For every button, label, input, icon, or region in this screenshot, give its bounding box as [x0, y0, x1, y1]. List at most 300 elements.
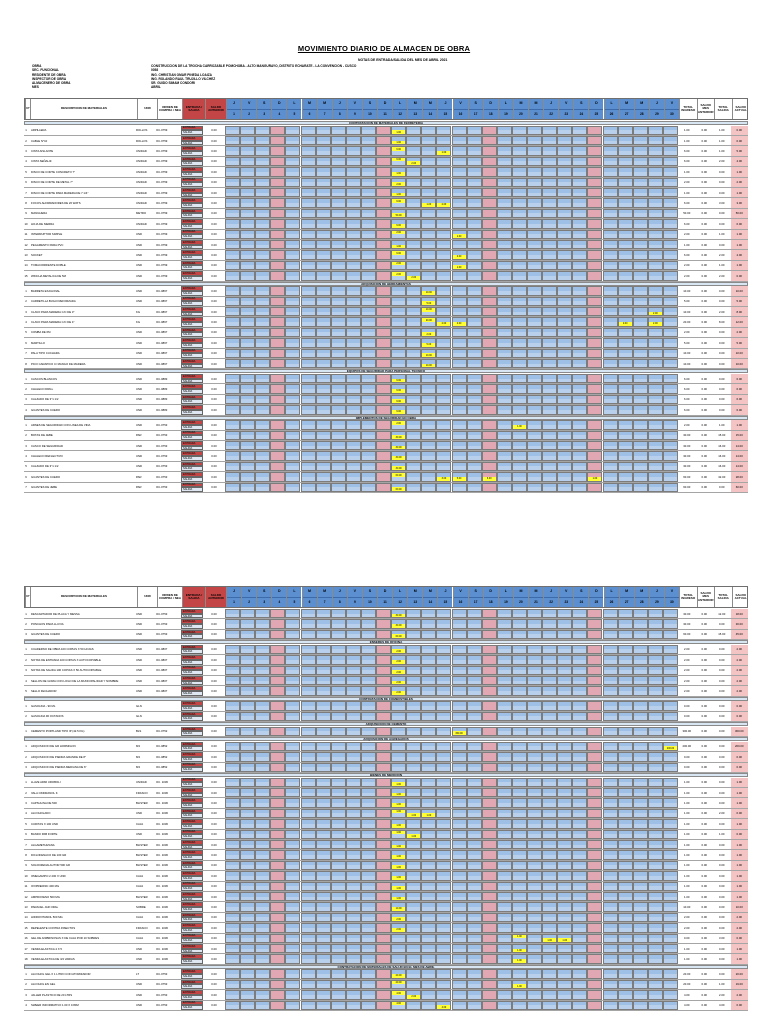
day-exit: [317, 379, 330, 383]
day-exit: [286, 172, 299, 176]
day-cell: [436, 405, 451, 414]
day-exit: [332, 681, 345, 685]
row-order: OC-0753: [156, 632, 168, 637]
day-cell: [346, 441, 361, 450]
day-cell: [557, 701, 572, 710]
day-exit: [241, 681, 254, 685]
day-exit: [498, 660, 511, 664]
day-exit: [588, 203, 601, 207]
day-cell: [648, 286, 663, 295]
day-exit: [483, 691, 496, 695]
row-number: 13: [24, 253, 28, 258]
day-exit: [422, 466, 435, 470]
row-description: PONCHOS PARA LLUVIA: [31, 622, 64, 627]
day-cell: [512, 431, 527, 440]
row-order: OC-0883: [156, 397, 168, 402]
day-exit: [604, 649, 617, 653]
day-cell: [406, 645, 421, 654]
row-order: [156, 701, 180, 710]
day-exit: [528, 681, 541, 685]
day-cell: [225, 655, 240, 664]
table-row: [24, 209, 748, 219]
day-cell: [587, 655, 602, 664]
row-prev-balance: 0.00: [211, 330, 217, 335]
day-cell: [331, 219, 346, 228]
day-cell: [603, 250, 618, 259]
day-cell: [240, 178, 255, 187]
day-cell: [527, 136, 542, 145]
day-exit: [498, 691, 511, 695]
row-unit: M3: [136, 744, 140, 749]
header-day-number: 7: [323, 111, 326, 116]
row-total-out: 0.00: [719, 647, 725, 652]
header-day-letter: S: [469, 99, 483, 110]
row-order: OC-0753: [156, 474, 168, 479]
row-number: 4: [25, 320, 27, 325]
day-exit: [573, 312, 586, 316]
day-exit: [619, 265, 632, 269]
day-exit: [317, 182, 330, 186]
day-exit: [483, 446, 496, 450]
day-exit: [407, 634, 420, 638]
day-exit: [453, 141, 466, 145]
row-description: CALZADO DE 3"1 1/2: [31, 464, 59, 469]
day-exit: [362, 332, 375, 336]
row-unit: ROLLOS: [136, 138, 148, 143]
day-cell: [452, 328, 467, 337]
day-value: 1.00: [392, 141, 405, 145]
day-exit: [332, 301, 345, 305]
day-exit: [573, 649, 586, 653]
day-exit: [377, 234, 390, 238]
day-cell: [557, 349, 572, 358]
day-cell: [482, 645, 497, 654]
day-cell: [557, 286, 572, 295]
day-cell: [633, 384, 648, 393]
day-cell: [587, 261, 602, 270]
row-order: OC-0867: [156, 330, 168, 335]
day-exit: [588, 731, 601, 735]
day-exit: [377, 224, 390, 228]
day-exit: [453, 276, 466, 280]
day-exit: [302, 151, 315, 155]
day-exit: [226, 312, 239, 316]
table-row: [24, 384, 748, 394]
day-cell: [436, 441, 451, 450]
day-exit: [498, 224, 511, 228]
day-cell: [648, 146, 663, 155]
day-exit: [226, 364, 239, 368]
row-unit: UND: [136, 376, 143, 381]
day-exit: [588, 435, 601, 439]
day-cell: [557, 431, 572, 440]
day-cell: [301, 286, 316, 295]
row-unit: UND: [136, 668, 143, 673]
day-exit: [604, 141, 617, 145]
day-cell: [512, 230, 527, 239]
day-cell: [663, 136, 678, 145]
day-exit: [498, 161, 511, 165]
day-cell: [512, 472, 527, 481]
day-cell: [482, 219, 497, 228]
day-cell: [663, 167, 678, 176]
day-cell: [467, 472, 482, 481]
day-exit: [302, 245, 315, 249]
day-cell: [270, 317, 285, 326]
exit-label: SALIDA: [181, 425, 203, 430]
entry-label: ENTRADA: [181, 676, 203, 681]
day-cell: [618, 136, 633, 145]
row-current-balance: 1.00: [731, 240, 749, 249]
day-exit: [664, 312, 677, 316]
header-day: [558, 587, 573, 607]
day-cell: [527, 483, 542, 492]
row-order: OC-0759: [156, 221, 168, 226]
day-value: 2.00: [392, 660, 405, 664]
day-cell: [663, 374, 678, 383]
day-exit: [362, 353, 375, 357]
day-cell: [603, 666, 618, 675]
day-value: 2.00: [392, 670, 405, 674]
day-cell: [497, 240, 512, 249]
day-cell: [346, 431, 361, 440]
day-exit: [558, 389, 571, 393]
day-cell: [527, 240, 542, 249]
day-cell: [482, 157, 497, 166]
day-exit: [483, 151, 496, 155]
day-cell: [225, 126, 240, 135]
day-cell: [603, 338, 618, 347]
day-exit: [347, 691, 360, 695]
day-exit: [302, 614, 315, 618]
day-cell: [572, 395, 587, 404]
exit-label: SALIDA: [181, 634, 203, 639]
day-cell: [482, 712, 497, 721]
day-cell: [240, 374, 255, 383]
day-cell: [572, 431, 587, 440]
day-exit: [286, 614, 299, 618]
day-exit: [483, 161, 496, 165]
row-unit: UND: [136, 397, 143, 402]
day-exit: [664, 234, 677, 238]
row-unit: UND: [136, 351, 143, 356]
day-cell: [618, 126, 633, 135]
day-cell: [421, 146, 436, 155]
day-cell: [331, 701, 346, 710]
day-exit: [604, 312, 617, 316]
day-exit: [453, 691, 466, 695]
day-cell: [361, 405, 376, 414]
day-exit: [468, 343, 481, 347]
day-exit: [437, 301, 450, 305]
day-cell: [542, 198, 557, 207]
day-cell: [316, 701, 331, 710]
day-exit: [256, 660, 269, 664]
day-cell: [436, 136, 451, 145]
day-cell: [452, 157, 467, 166]
day-grid: [225, 676, 678, 685]
day-exit: [573, 456, 586, 460]
day-exit: [347, 224, 360, 228]
day-cell: [270, 384, 285, 393]
day-cell: [663, 384, 678, 393]
day-exit: [588, 234, 601, 238]
row-current-balance: 2.00: [731, 666, 749, 675]
day-exit: [483, 466, 496, 470]
day-exit: [286, 332, 299, 336]
day-exit: [286, 193, 299, 197]
day-exit: [392, 332, 405, 336]
day-value: 1.00: [392, 193, 405, 197]
day-exit: [422, 234, 435, 238]
day-cell: [633, 609, 648, 618]
day-exit: [422, 245, 435, 249]
table-row: [24, 686, 748, 696]
day-exit: [664, 446, 677, 450]
day-cell: [270, 219, 285, 228]
day-exit: [226, 234, 239, 238]
day-cell: [406, 462, 421, 471]
day-exit: [241, 731, 254, 735]
row-number: 5: [25, 464, 27, 469]
day-cell: [542, 307, 557, 316]
day-exit: [362, 141, 375, 145]
day-cell: [452, 250, 467, 259]
day-exit: [392, 301, 405, 305]
day-exit: [528, 322, 541, 326]
day-cell: [255, 701, 270, 710]
day-exit: [573, 291, 586, 295]
day-cell: [587, 666, 602, 675]
header-day-number: 27: [624, 599, 629, 604]
day-cell: [603, 686, 618, 695]
row-unit: UNIDAD: [136, 190, 147, 195]
day-exit: [528, 343, 541, 347]
day-cell: [497, 686, 512, 695]
day-cell: [285, 609, 300, 618]
day-exit: [543, 265, 556, 269]
day-cell: [572, 483, 587, 492]
day-exit: [437, 399, 450, 403]
day-exit: [543, 477, 556, 481]
day-exit: [437, 456, 450, 460]
day-cell: [527, 701, 542, 710]
row-order: OC-0752: [156, 729, 168, 734]
day-exit: [286, 291, 299, 295]
header-day: [256, 587, 271, 607]
day-exit: [302, 425, 315, 429]
day-cell: [436, 328, 451, 337]
row-current-balance: 0.00: [731, 271, 749, 280]
header-day-number: 10: [368, 111, 372, 116]
day-exit: [573, 130, 586, 134]
day-cell: [467, 338, 482, 347]
exit-label: SALIDA: [181, 614, 203, 619]
day-cell: [225, 676, 240, 685]
day-exit: [498, 379, 511, 383]
header-day-number: 5: [293, 599, 296, 604]
day-value: 2.00: [649, 312, 662, 316]
day-cell: [301, 167, 316, 176]
day-exit: [664, 151, 677, 155]
day-exit: [286, 716, 299, 720]
day-cell: [497, 384, 512, 393]
row-prev-balance: 0.00: [211, 474, 217, 479]
day-cell: [603, 712, 618, 721]
row-total-out: 2.00: [719, 309, 725, 314]
exit-label: SALIDA: [181, 706, 203, 711]
day-exit: [453, 213, 466, 217]
day-cell: [467, 701, 482, 710]
day-cell: [603, 676, 618, 685]
day-exit: [437, 716, 450, 720]
row-current-balance: 5.00: [731, 338, 749, 347]
day-cell: [603, 307, 618, 316]
header-day-number: 27: [624, 111, 629, 116]
header-total-salida: TOTAL SALIDA: [714, 587, 732, 607]
table-row: [24, 666, 748, 676]
day-cell: [452, 609, 467, 618]
day-cell: [527, 146, 542, 155]
day-cell: [452, 286, 467, 295]
row-total-in: 30.00: [683, 433, 691, 438]
day-cell: [406, 338, 421, 347]
header-day-letter: L: [499, 99, 513, 110]
header-day: [271, 99, 286, 119]
day-cell: [618, 157, 633, 166]
day-cell: [542, 209, 557, 218]
row-order: OC-0753: [156, 422, 168, 427]
header-day-letter: J: [333, 587, 347, 598]
day-exit: [453, 161, 466, 165]
day-exit: [347, 332, 360, 336]
day-cell: [406, 146, 421, 155]
day-exit: [528, 245, 541, 249]
day-cell: [603, 157, 618, 166]
day-exit: [558, 141, 571, 145]
day-cell: [527, 286, 542, 295]
header-day-letter: V: [348, 99, 362, 110]
day-exit: [498, 141, 511, 145]
day-exit: [604, 193, 617, 197]
day-exit: [302, 731, 315, 735]
day-exit: [437, 435, 450, 439]
day-cell: [648, 261, 663, 270]
day-cell: [482, 686, 497, 695]
day-cell: [240, 462, 255, 471]
day-exit: [483, 731, 496, 735]
day-cell: [436, 395, 451, 404]
day-cell: [663, 462, 678, 471]
day-cell: [376, 630, 391, 639]
day-exit: [437, 343, 450, 347]
day-exit: [588, 716, 601, 720]
row-prev-balance: 0.00: [211, 232, 217, 237]
day-exit: [513, 634, 526, 638]
day-cell: [346, 167, 361, 176]
header-day-number: 1: [233, 599, 235, 604]
day-cell: [527, 451, 542, 460]
day-exit: [256, 353, 269, 357]
exit-label: SALIDA: [181, 193, 203, 198]
day-exit: [558, 649, 571, 653]
day-exit: [241, 634, 254, 638]
header-day-letter: S: [469, 587, 483, 598]
day-exit: [588, 446, 601, 450]
day-cell: [285, 230, 300, 239]
header-day-number: 8: [338, 111, 341, 116]
day-exit: [332, 234, 345, 238]
row-current-balance: 14.00: [731, 451, 749, 460]
day-cell: [572, 167, 587, 176]
day-exit: [286, 203, 299, 207]
day-exit: [649, 731, 662, 735]
day-exit: [664, 435, 677, 439]
day-exit: [619, 731, 632, 735]
day-cell: [421, 483, 436, 492]
day-cell: [467, 420, 482, 429]
day-exit: [483, 353, 496, 357]
day-cell: [618, 609, 633, 618]
day-cell: [361, 462, 376, 471]
day-cell: [240, 297, 255, 306]
day-cell: [406, 676, 421, 685]
day-cell: [255, 146, 270, 155]
day-exit: [588, 151, 601, 155]
day-cell: [270, 271, 285, 280]
day-exit: [604, 681, 617, 685]
day-exit: [573, 435, 586, 439]
day-exit: [377, 151, 390, 155]
day-value: 1.00: [392, 130, 405, 134]
day-cell: [346, 219, 361, 228]
day-exit: [619, 634, 632, 638]
day-exit: [513, 379, 526, 383]
day-cell: [285, 126, 300, 135]
day-cell: [587, 328, 602, 337]
day-exit: [588, 353, 601, 357]
day-cell: [648, 712, 663, 721]
day-cell: [618, 328, 633, 337]
day-exit: [422, 276, 435, 280]
day-cell: [255, 405, 270, 414]
day-cell: [663, 609, 678, 618]
day-cell: [648, 462, 663, 471]
day-exit: [437, 731, 450, 735]
header-day-number: 26: [609, 599, 614, 604]
row-current-balance: 50.00: [731, 209, 749, 218]
header-day-number: 22: [549, 111, 553, 116]
header-day-letter: J: [438, 587, 452, 598]
day-cell: [557, 727, 572, 736]
day-value: 60.00: [392, 634, 405, 638]
day-exit: [256, 224, 269, 228]
day-cell: [285, 619, 300, 628]
day-cell: [527, 655, 542, 664]
row-total-out: 1.00: [719, 128, 725, 133]
day-cell: [633, 307, 648, 316]
table-row: [24, 271, 748, 281]
day-cell: [497, 483, 512, 492]
row-description: NOTAS DE SALIDA 100 COPIAS X 50 AUTOCOPIABLE: [31, 668, 102, 673]
day-cell: [527, 686, 542, 695]
day-cell: [452, 317, 467, 326]
day-exit: [317, 466, 330, 470]
day-cell: [331, 136, 346, 145]
day-exit: [271, 660, 284, 664]
day-cell: [376, 676, 391, 685]
day-exit: [573, 141, 586, 145]
